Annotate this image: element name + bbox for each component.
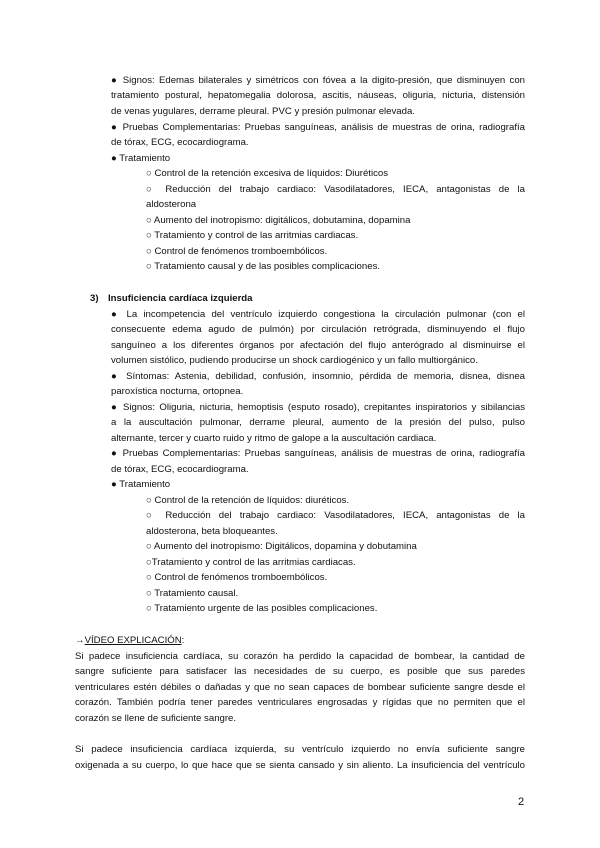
treatment-item: ○ Control de fenómenos tromboembólicos. — [146, 246, 328, 257]
sintomas-line: ● Síntomas: Astenia, debilidad, confusión, insomnio, pérdida de memoria, disnea, disnea — [111, 371, 525, 382]
intro-line: ● La incompetencia del ventrículo izquierdo congestiona la circulación pulmonar (con el — [111, 309, 525, 320]
heading-colon: : — [181, 635, 185, 646]
treatment-item: aldosterona, beta bloqueantes. — [146, 526, 278, 537]
tratamiento-heading: ● Tratamiento — [111, 153, 171, 164]
treatment-item: ○Tratamiento y control de las arritmias cardiacas. — [146, 557, 356, 568]
paragraph-line: sangre suficiente para satisfacer las necesidades de su cuerpo, es posible que sus paredes — [75, 666, 525, 677]
paragraph-line: Si padece insuficiencia cardíaca, su corazón ha perdido la capacidad de bombear, la cantidad de — [75, 651, 525, 662]
treatment-item: ○ Tratamiento y control de las arritmias cardiacas. — [146, 230, 359, 241]
treatment-item: ○ Aumento del inotropismo: Digitálicos, dopamina y dobutamina — [146, 541, 417, 552]
treatment-item: ○ Aumento del inotropismo: digitálicos, dobutamina, dopamina — [146, 215, 411, 226]
video-explanation-heading — [75, 634, 184, 647]
paragraph-line: oxigenada a su cuerpo, lo que hace que se sienta cansado y sin aliento. La insuficiencia del ventrículo — [75, 760, 525, 771]
paragraph-line: Si padece insuficiencia cardíaca izquierda, su ventrículo izquierdo no envía suficiente sangre — [75, 744, 525, 755]
section-number: 3) — [90, 293, 99, 304]
paragraph-line: corazón. También podría tener paredes ventriculares engrosadas y rígidas que no permiten que el — [75, 697, 525, 708]
pruebas-line: ● Pruebas Complementarias: Pruebas sanguíneas, análisis de muestras de orina, radiografía — [111, 122, 525, 133]
treatment-item: ○ Reducción del trabajo cardiaco: Vasodilatadores, IECA, antagonistas de la — [146, 184, 525, 195]
treatment-item: ○ Reducción del trabajo cardiaco: Vasodilatadores, IECA, antagonistas de la — [146, 510, 525, 521]
video-link[interactable]: VÍDEO EXPLICACIÓN — [84, 635, 182, 646]
treatment-item: ○ Tratamiento causal. — [146, 588, 239, 599]
treatment-item: ○ Control de la retención excesiva de líquidos: Diuréticos — [146, 168, 389, 179]
intro-line: consecuente edema agudo de pulmón) por circulación retrógrada, disminuyendo el flujo — [111, 324, 525, 335]
signos-line: alternante, tercer y cuarto ruido y ritmo de galope a la auscultación cardiaca. — [111, 433, 437, 444]
section-title: Insuficiencia cardíaca izquierda — [108, 293, 253, 304]
arrow-right-icon: → — [75, 635, 85, 646]
treatment-item: ○ Tratamiento urgente de las posibles complicaciones. — [146, 603, 378, 614]
treatment-item: aldosterona — [146, 199, 197, 210]
sintomas-line: paroxística nocturna, ortopnea. — [111, 386, 244, 397]
signos-line: ● Signos: Oliguria, nicturia, hemoptisis (esputo rosado), crepitantes inspiratorios y sibilancias — [111, 402, 525, 413]
page-number: 2 — [518, 796, 525, 808]
paragraph-line: ventriculares estén débiles o dañadas y que no sean capaces de bombear suficiente sangre desde el — [75, 682, 525, 693]
signos-line: a la auscultación pulmonar, derrame pleural, aumento de la presión del pulso, pulso — [111, 417, 525, 428]
tratamiento-heading: ● Tratamiento — [111, 479, 171, 490]
treatment-item: ○ Control de la retención de líquidos: diuréticos. — [146, 495, 350, 506]
pruebas-line: ● Pruebas Complementarias: Pruebas sanguíneas, análisis de muestras de orina, radiografía — [111, 448, 525, 459]
signos-line: tratamiento postural, hepatomegalia dolorosa, ascitis, náuseas, oliguria, nicturia, distensión — [111, 90, 525, 101]
pruebas-line: de tórax, ECG, ecocardiograma. — [111, 464, 249, 475]
paragraph-line: corazón se llene de suficiente sangre. — [75, 713, 237, 724]
treatment-item: ○ Tratamiento causal y de las posibles complicaciones. — [146, 261, 381, 272]
pruebas-line: de tórax, ECG, ecocardiograma. — [111, 137, 249, 148]
intro-line: volumen sistólico, pudiendo producirse un shock cardiogénico y un fallo multiorgánico. — [111, 355, 478, 366]
treatment-item: ○ Control de fenómenos tromboembólicos. — [146, 572, 328, 583]
signos-line: de venas yugulares, derrame pleural. PVC y presión pulmonar elevada. — [111, 106, 415, 117]
signos-line: ● Signos: Edemas bilaterales y simétricos con fóvea a la digito-presión, que disminuyen con — [111, 75, 525, 86]
intro-line: sanguíneo a los diferentes órganos por afectación del flujo anterógrado al disminuirse el — [111, 340, 525, 351]
